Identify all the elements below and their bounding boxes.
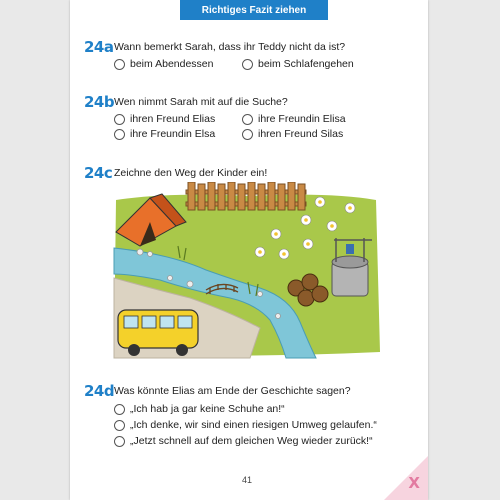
question-number: 24b (84, 93, 115, 111)
option-label: „Ich hab ja gar keine Schuhe an!“ (130, 403, 285, 415)
path-illustration[interactable] (110, 182, 382, 362)
question-number: 24a (84, 38, 114, 56)
option-label: „Jetzt schnell auf dem gleichen Weg wieder zurück!“ (130, 435, 373, 447)
question-text: Was könnte Elias am Ende der Geschichte sagen? (114, 385, 351, 397)
question-number: 24c (84, 164, 113, 182)
option-24d-1[interactable] (114, 403, 285, 415)
option-label: „Ich denke, wir sind einen riesigen Umweg gelaufen.“ (130, 419, 377, 431)
option-24d-2[interactable] (114, 419, 377, 431)
option-label: ihren Freund Elias (130, 113, 216, 125)
option-label: beim Schlafengehen (258, 58, 354, 70)
worksheet-page (70, 0, 428, 500)
option-24b-4[interactable] (242, 128, 343, 140)
question-text: Wann bemerkt Sarah, dass ihr Teddy nicht da ist? (114, 41, 346, 53)
radio-button[interactable] (242, 114, 253, 125)
radio-button[interactable] (114, 129, 125, 140)
option-label: ihre Freundin Elisa (258, 113, 346, 125)
question-text: Zeichne den Weg der Kinder ein! (114, 167, 268, 179)
option-24b-2[interactable] (242, 113, 346, 125)
radio-button[interactable] (242, 59, 253, 70)
section-title: Richtiges Fazit ziehen (180, 0, 328, 20)
radio-button[interactable] (114, 420, 125, 431)
option-label: ihre Freundin Elsa (130, 128, 216, 140)
option-24d-3[interactable] (114, 435, 373, 447)
radio-button[interactable] (114, 436, 125, 447)
radio-button[interactable] (114, 404, 125, 415)
question-number: 24d (84, 382, 115, 400)
radio-button[interactable] (114, 59, 125, 70)
option-label: ihren Freund Silas (258, 128, 344, 140)
question-text: Wen nimmt Sarah mit auf die Suche? (114, 96, 288, 108)
page-number: 41 (242, 475, 253, 485)
option-24a-1[interactable] (114, 58, 213, 70)
option-24b-3[interactable] (114, 128, 215, 140)
radio-button[interactable] (114, 114, 125, 125)
corner-tab (384, 456, 428, 500)
option-24a-2[interactable] (242, 58, 354, 70)
option-24b-1[interactable] (114, 113, 215, 125)
radio-button[interactable] (242, 129, 253, 140)
corner-mark: X (408, 474, 420, 492)
option-label: beim Abendessen (130, 58, 214, 70)
